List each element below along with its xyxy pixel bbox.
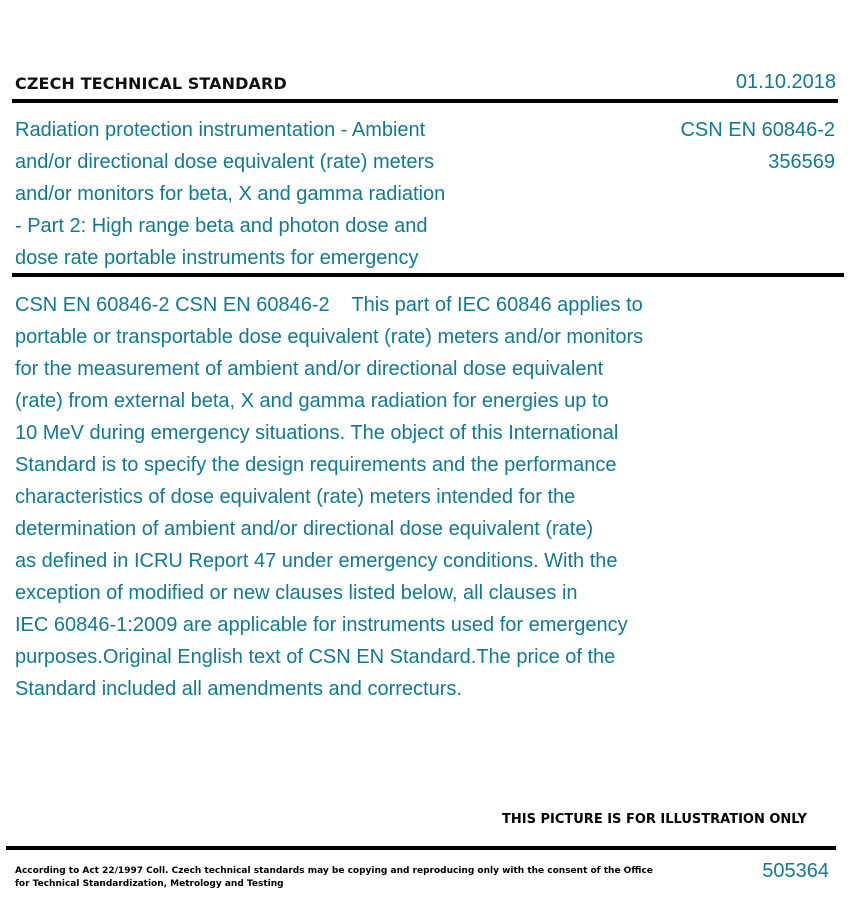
abstract-line: Standard is to specify the design requirements and the performance xyxy=(15,454,617,476)
title-line: - Part 2: High range beta and photon dose and xyxy=(15,215,428,237)
abstract-line: Standard included all amendments and correcturs. xyxy=(15,678,462,700)
standard-title xyxy=(15,114,495,274)
abstract-line: determination of ambient and/or directional dose equivalent (rate) xyxy=(15,518,594,540)
abstract-line: characteristics of dose equivalent (rate) meters intended for the xyxy=(15,486,576,508)
abstract-line: purposes.Original English text of CSN EN Standard.The price of the xyxy=(15,646,616,668)
abstract-line: as defined in ICRU Report 47 under emergency conditions. With the xyxy=(15,550,618,572)
title-line: and/or monitors for beta, X and gamma radiation xyxy=(15,183,446,205)
standard-code: CSN EN 60846-2 xyxy=(680,119,835,141)
title-line: dose rate portable instruments for emergency xyxy=(15,247,419,269)
legal-line: According to Act 22/1997 Coll. Czech technical standards may be copying and reproducing only with the consent of the Office xyxy=(15,866,653,876)
abstract-line: (rate) from external beta, X and gamma radiation for energies up to xyxy=(15,390,609,412)
abstract-line: portable or transportable dose equivalent (rate) meters and/or monitors xyxy=(15,326,644,348)
footer-rule xyxy=(6,846,836,850)
catalog-number: 356569 xyxy=(768,151,835,173)
legal-notice xyxy=(15,865,653,891)
legal-line: for Technical Standardization, Metrology and Testing xyxy=(15,879,284,889)
standard-label: CZECH TECHNICAL STANDARD xyxy=(15,74,287,93)
abstract-line: 10 MeV during emergency situations. The object of this International xyxy=(15,422,619,444)
document-id: 505364 xyxy=(762,860,829,882)
title-rule xyxy=(12,273,844,277)
abstract-line: CSN EN 60846-2 CSN EN 60846-2 This part of IEC 60846 applies to xyxy=(15,294,643,316)
abstract-line: for the measurement of ambient and/or directional dose equivalent xyxy=(15,358,604,380)
standard-codes xyxy=(680,114,835,178)
title-line: and/or directional dose equivalent (rate) meters xyxy=(15,151,435,173)
header-rule xyxy=(12,99,838,103)
publication-date: 01.10.2018 xyxy=(735,71,836,93)
abstract-line: exception of modified or new clauses listed below, all clauses in xyxy=(15,582,578,604)
abstract-line: IEC 60846-1:2009 are applicable for instruments used for emergency xyxy=(15,614,628,636)
title-line: Radiation protection instrumentation - Ambient xyxy=(15,119,426,141)
abstract-text xyxy=(15,289,715,705)
illustration-note: THIS PICTURE IS FOR ILLUSTRATION ONLY xyxy=(502,812,807,827)
